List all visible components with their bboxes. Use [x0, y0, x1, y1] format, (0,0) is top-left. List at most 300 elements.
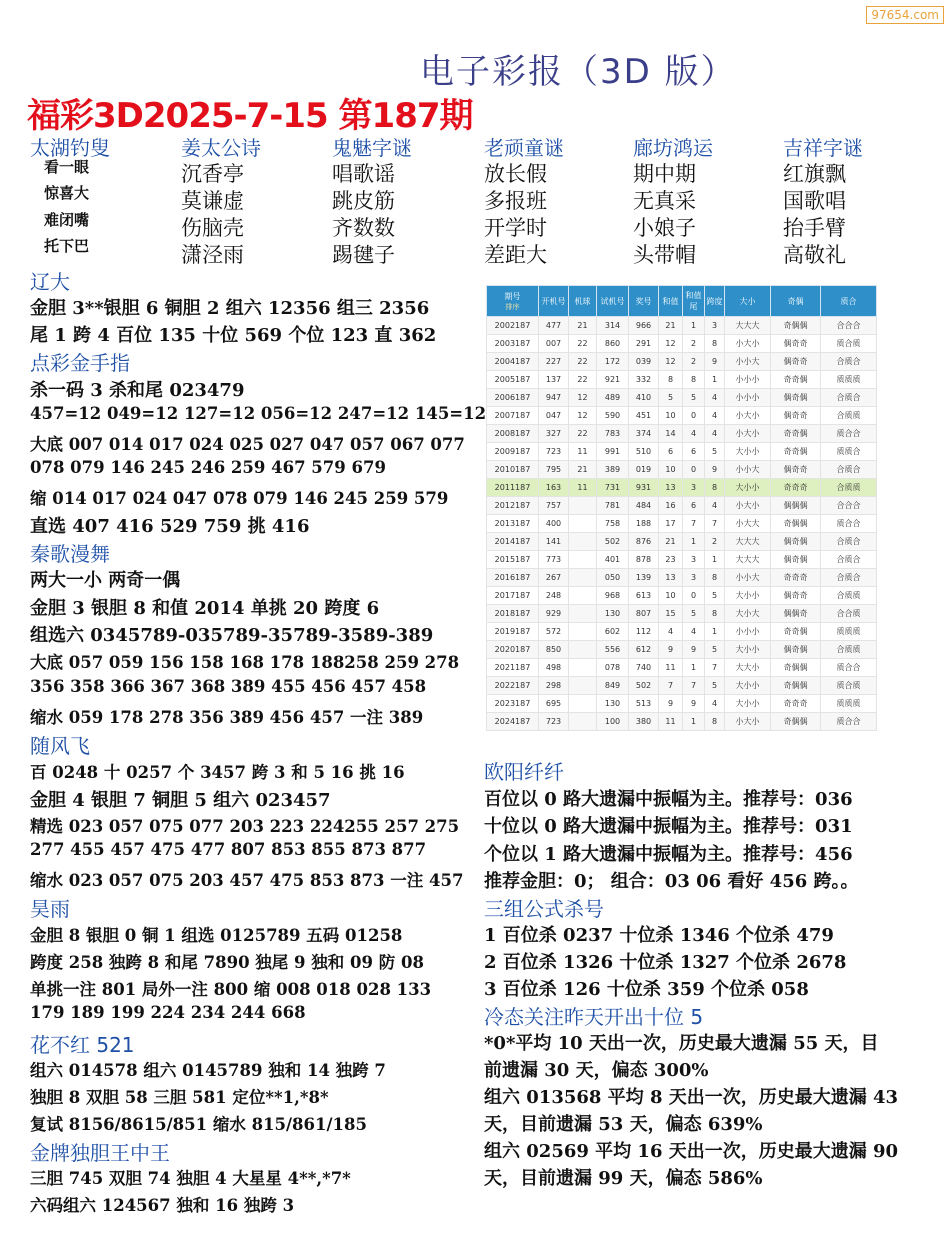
table-cell: 偶奇偶 — [771, 533, 821, 551]
table-cell: 奇奇奇 — [771, 479, 821, 497]
table-cell: 2014187 — [487, 533, 539, 551]
table-cell: 质合合 — [821, 659, 877, 677]
table-cell: 8 — [705, 479, 725, 497]
table-cell: 合合合 — [821, 497, 877, 515]
section-line: 精选 023 057 075 077 203 223 224255 257 275 — [30, 817, 460, 836]
table-cell: 112 — [629, 623, 659, 641]
table-cell: 小大小 — [725, 497, 771, 515]
table-cell: 合合合 — [821, 317, 877, 335]
table-cell: 3 — [683, 569, 705, 587]
table-cell: 9 — [683, 695, 705, 713]
section-line: 直选 407 416 529 759 挑 416 — [30, 516, 310, 537]
table-row — [487, 641, 877, 659]
table-cell: 2019187 — [487, 623, 539, 641]
table-cell: 5 — [705, 677, 725, 695]
table-cell — [569, 515, 597, 533]
table-row — [487, 425, 877, 443]
table-cell — [569, 713, 597, 731]
table-cell: 039 — [629, 353, 659, 371]
table-cell: 849 — [597, 677, 629, 695]
table-cell: 374 — [629, 425, 659, 443]
table-cell: 偶奇偶 — [771, 389, 821, 407]
section-head: 昊雨 — [30, 897, 70, 921]
table-cell: 227 — [539, 353, 569, 371]
table-cell: 质质合 — [821, 443, 877, 461]
table-cell: 小小大 — [725, 569, 771, 587]
table-cell: 1 — [705, 623, 725, 641]
table-cell: 1 — [683, 317, 705, 335]
table-cell: 572 — [539, 623, 569, 641]
table-row — [487, 479, 877, 497]
riddle-head: 吉祥字谜 — [783, 136, 863, 160]
table-cell — [569, 569, 597, 587]
section-line: 推荐金胆：0； 组合：03 06 看好 456 跨。。 — [484, 871, 859, 892]
table-cell: 9 — [705, 353, 725, 371]
table-cell: 小大小 — [725, 407, 771, 425]
table-cell: 合质质 — [821, 587, 877, 605]
section-line: 十位以 0 路大遗漏中振幅为主。推荐号：031 — [484, 816, 853, 837]
section-line: 六码组六 124567 独和 16 独跨 3 — [30, 1196, 295, 1215]
table-cell: 4 — [683, 623, 705, 641]
table-cell: 奇奇偶 — [771, 443, 821, 461]
table-header-row — [487, 286, 877, 317]
table-cell: 偶奇偶 — [771, 641, 821, 659]
table-cell: 968 — [597, 587, 629, 605]
section-line: 组选六 0345789-035789-35789-3589-389 — [30, 625, 434, 646]
section-line: 三胆 745 双胆 74 独胆 4 大星星 4**,*7* — [30, 1169, 351, 1188]
section-line: 大底 007 014 017 024 025 027 047 057 067 077 — [30, 435, 465, 454]
table-cell: 21 — [569, 317, 597, 335]
table-cell: 389 — [597, 461, 629, 479]
riddle-word: 潇泾雨 — [181, 243, 244, 267]
table-cell: 大大大 — [725, 551, 771, 569]
table-cell: 929 — [539, 605, 569, 623]
table-cell: 2 — [683, 335, 705, 353]
table-cell: 大大小 — [725, 659, 771, 677]
section-line: 复试 8156/8615/851 缩水 815/861/185 — [30, 1115, 367, 1134]
table-cell: 偶奇奇 — [771, 335, 821, 353]
table-cell: 723 — [539, 713, 569, 731]
table-cell: 163 — [539, 479, 569, 497]
section-head: 冷态关注昨天开出十位 5 — [484, 1005, 704, 1029]
section-line: 金胆 3 银胆 8 和值 2014 单挑 20 跨度 6 — [30, 598, 380, 619]
section-line: 缩水 023 057 075 203 457 475 853 873 一注 457 — [30, 871, 464, 890]
section-head: 花不红 521 — [30, 1033, 135, 1057]
section-line: 组六 014578 组六 0145789 独和 14 独跨 7 — [30, 1061, 386, 1080]
riddle-word: 头带帽 — [633, 243, 696, 267]
table-cell: 大小小 — [725, 479, 771, 497]
table-cell: 质合质 — [821, 677, 877, 695]
col-header: 机球 — [569, 286, 597, 317]
table-cell: 4 — [705, 695, 725, 713]
table-cell: 小大大 — [725, 515, 771, 533]
table-cell: 奇奇偶 — [771, 623, 821, 641]
table-cell: 8 — [683, 371, 705, 389]
table-cell — [569, 641, 597, 659]
table-cell: 314 — [597, 317, 629, 335]
table-cell: 2023187 — [487, 695, 539, 713]
section-head: 辽大 — [30, 270, 70, 294]
table-row — [487, 569, 877, 587]
section-line: 1 百位杀 0237 十位杀 1346 个位杀 479 — [484, 925, 834, 946]
table-row — [487, 533, 877, 551]
table-cell: 15 — [659, 605, 683, 623]
table-cell: 4 — [705, 497, 725, 515]
section-line: 两大一小 两奇一偶 — [30, 570, 181, 591]
table-cell: 1 — [683, 659, 705, 677]
table-cell: 12 — [659, 335, 683, 353]
table-cell — [569, 587, 597, 605]
table-cell: 130 — [597, 605, 629, 623]
table-cell — [569, 623, 597, 641]
table-cell: 4 — [705, 389, 725, 407]
section-line: 金胆 8 银胆 0 铜 1 组选 0125789 五码 01258 — [30, 926, 403, 945]
table-cell: 2009187 — [487, 443, 539, 461]
table-cell — [569, 677, 597, 695]
table-cell: 11 — [659, 713, 683, 731]
table-cell: 2002187 — [487, 317, 539, 335]
table-cell: 602 — [597, 623, 629, 641]
table-cell: 8 — [705, 713, 725, 731]
table-cell: 10 — [659, 587, 683, 605]
table-cell: 奇偶偶 — [771, 317, 821, 335]
issue-title: 福彩3D2025-7-15 第187期 — [27, 96, 473, 136]
table-cell: 740 — [629, 659, 659, 677]
table-cell: 513 — [629, 695, 659, 713]
table-cell: 10 — [659, 407, 683, 425]
table-cell: 731 — [597, 479, 629, 497]
table-cell: 139 — [629, 569, 659, 587]
table-cell: 5 — [683, 605, 705, 623]
section-head: 欧阳纤纤 — [484, 760, 564, 784]
section-head: 秦歌漫舞 — [30, 542, 110, 566]
table-cell: 850 — [539, 641, 569, 659]
table-cell: 22 — [569, 353, 597, 371]
table-cell: 质质质 — [821, 695, 877, 713]
table-cell: 合质质 — [821, 479, 877, 497]
table-cell: 2022187 — [487, 677, 539, 695]
riddle-head: 姜太公诗 — [181, 136, 261, 160]
table-cell: 807 — [629, 605, 659, 623]
section-head: 三组公式杀号 — [484, 897, 604, 921]
riddle-word: 无真采 — [633, 189, 696, 213]
table-cell: 6 — [683, 443, 705, 461]
section-line: 078 079 146 245 246 259 467 579 679 — [30, 458, 386, 477]
section-line: 金胆 4 银胆 7 铜胆 5 组六 023457 — [30, 790, 331, 811]
table-cell: 偶奇奇 — [771, 353, 821, 371]
table-cell — [569, 497, 597, 515]
table-cell: 12 — [569, 407, 597, 425]
riddle-word: 跳皮筋 — [332, 189, 395, 213]
section-line: 个位以 1 路大遗漏中振幅为主。推荐号：456 — [484, 844, 853, 865]
table-cell: 小大小 — [725, 713, 771, 731]
section-line: 金胆 3**银胆 6 铜胆 2 组六 12356 组三 2356 — [30, 298, 430, 319]
table-cell: 小大小 — [725, 335, 771, 353]
table-cell: 795 — [539, 461, 569, 479]
table-cell: 498 — [539, 659, 569, 677]
history-table — [486, 285, 877, 731]
table-cell: 2003187 — [487, 335, 539, 353]
table-cell: 773 — [539, 551, 569, 569]
table-cell: 2007187 — [487, 407, 539, 425]
table-cell: 11 — [659, 659, 683, 677]
col-header: 和值 — [659, 286, 683, 317]
section-line: 杀一码 3 杀和尾 023479 — [30, 380, 245, 401]
table-cell: 1 — [705, 371, 725, 389]
table-cell: 合质质 — [821, 641, 877, 659]
riddle-word: 差距大 — [484, 243, 547, 267]
table-cell: 758 — [597, 515, 629, 533]
table-cell: 大大大 — [725, 317, 771, 335]
table-cell: 7 — [659, 677, 683, 695]
table-cell: 合质合 — [821, 389, 877, 407]
table-cell — [569, 551, 597, 569]
table-cell: 267 — [539, 569, 569, 587]
table-cell: 小小大 — [725, 461, 771, 479]
table-cell: 质合质 — [821, 335, 877, 353]
table-cell: 质合合 — [821, 515, 877, 533]
table-cell: 327 — [539, 425, 569, 443]
table-cell: 2010187 — [487, 461, 539, 479]
riddle-word: 开学时 — [484, 216, 547, 240]
col-header: 期号 排序 — [487, 286, 539, 317]
table-cell: 21 — [659, 317, 683, 335]
table-cell: 2012187 — [487, 497, 539, 515]
table-cell: 9 — [683, 641, 705, 659]
table-cell: 613 — [629, 587, 659, 605]
table-row — [487, 659, 877, 677]
col-header: 和值尾 — [683, 286, 705, 317]
section-line: 百 0248 十 0257 个 3457 跨 3 和 5 16 挑 16 — [30, 763, 405, 782]
table-cell: 小小小 — [725, 371, 771, 389]
riddle-head: 廊坊鸿运 — [633, 136, 713, 160]
table-row — [487, 695, 877, 713]
table-cell: 7 — [683, 677, 705, 695]
table-cell: 合合质 — [821, 605, 877, 623]
table-cell: 14 — [659, 425, 683, 443]
table-cell: 556 — [597, 641, 629, 659]
riddle-word: 伤脑壳 — [181, 216, 244, 240]
riddle-word: 唱歌谣 — [332, 162, 395, 186]
table-cell: 502 — [629, 677, 659, 695]
section-line: 跨度 258 独跨 8 和尾 7890 独尾 9 独和 09 防 08 — [30, 953, 424, 972]
table-row — [487, 623, 877, 641]
table-cell: 大小小 — [725, 677, 771, 695]
table-cell: 2024187 — [487, 713, 539, 731]
table-cell: 22 — [569, 371, 597, 389]
table-cell: 质合合 — [821, 713, 877, 731]
table-cell: 6 — [683, 497, 705, 515]
table-cell: 小大小 — [725, 425, 771, 443]
table-cell: 合质合 — [821, 461, 877, 479]
table-cell: 奇奇偶 — [771, 371, 821, 389]
table-cell: 9 — [659, 641, 683, 659]
table-cell: 合质合 — [821, 533, 877, 551]
riddle-head: 鬼魅字谜 — [332, 136, 412, 160]
table-cell: 2018187 — [487, 605, 539, 623]
table-cell: 9 — [659, 695, 683, 713]
table-cell: 050 — [597, 569, 629, 587]
table-cell: 947 — [539, 389, 569, 407]
table-cell: 偶奇奇 — [771, 461, 821, 479]
table-cell: 质合合 — [821, 425, 877, 443]
table-cell: 931 — [629, 479, 659, 497]
table-cell: 13 — [659, 479, 683, 497]
table-cell: 2 — [705, 533, 725, 551]
table-cell: 4 — [659, 623, 683, 641]
section-head: 随风飞 — [30, 734, 90, 758]
table-cell: 2020187 — [487, 641, 539, 659]
riddle-word: 莫谦虚 — [181, 189, 244, 213]
table-cell: 188 — [629, 515, 659, 533]
table-cell: 1 — [705, 551, 725, 569]
table-cell: 6 — [659, 443, 683, 461]
riddle-word: 放长假 — [484, 162, 547, 186]
table-row — [487, 317, 877, 335]
table-cell: 5 — [705, 443, 725, 461]
table-cell: 大小小 — [725, 443, 771, 461]
col-header: 奖号 — [629, 286, 659, 317]
table-cell: 502 — [597, 533, 629, 551]
table-row — [487, 389, 877, 407]
table-cell: 019 — [629, 461, 659, 479]
table-cell: 偶奇偶 — [771, 551, 821, 569]
section-head: 点彩金手指 — [30, 351, 130, 375]
table-cell: 7 — [705, 659, 725, 677]
table-cell: 3 — [683, 551, 705, 569]
riddle-word: 难闭嘴 — [44, 211, 90, 229]
table-cell: 11 — [569, 479, 597, 497]
riddle-word: 抬手臂 — [783, 216, 846, 240]
table-cell: 小小大 — [725, 353, 771, 371]
riddle-word: 国歌唱 — [783, 189, 846, 213]
table-cell: 172 — [597, 353, 629, 371]
table-cell: 奇偶偶 — [771, 515, 821, 533]
table-cell: 2016187 — [487, 569, 539, 587]
table-cell: 12 — [659, 353, 683, 371]
table-cell: 大小小 — [725, 587, 771, 605]
table-cell: 590 — [597, 407, 629, 425]
table-cell: 757 — [539, 497, 569, 515]
table-cell: 2008187 — [487, 425, 539, 443]
table-row — [487, 497, 877, 515]
table-cell: 401 — [597, 551, 629, 569]
col-header: 跨度 — [705, 286, 725, 317]
section-line: 缩 014 017 024 047 078 079 146 245 259 579 — [30, 489, 449, 508]
section-line: 天，目前遗漏 99 天，偏态 586% — [484, 1168, 763, 1189]
table-row — [487, 605, 877, 623]
table-row — [487, 713, 877, 731]
riddle-word: 沉香亭 — [181, 162, 244, 186]
table-cell: 783 — [597, 425, 629, 443]
table-cell: 612 — [629, 641, 659, 659]
table-cell: 723 — [539, 443, 569, 461]
table-cell: 8 — [705, 569, 725, 587]
table-cell: 奇偶偶 — [771, 713, 821, 731]
table-row — [487, 335, 877, 353]
riddle-head: 太湖钓叟 — [30, 136, 110, 160]
riddle-word: 齐数数 — [332, 216, 395, 240]
table-row — [487, 371, 877, 389]
table-cell: 小小小 — [725, 623, 771, 641]
section-line: 457=12 049=12 127=12 056=12 247=12 145=12 — [30, 404, 487, 423]
section-line: 356 358 366 367 368 389 455 456 457 458 — [30, 677, 427, 696]
table-row — [487, 677, 877, 695]
section-line: 179 189 199 224 234 244 668 — [30, 1003, 306, 1022]
table-cell: 4 — [683, 425, 705, 443]
section-line: 单挑一注 801 局外一注 800 缩 008 018 028 133 — [30, 980, 432, 999]
table-cell: 047 — [539, 407, 569, 425]
table-cell — [569, 605, 597, 623]
table-cell: 5 — [705, 587, 725, 605]
table-cell: 5 — [705, 641, 725, 659]
table-cell: 11 — [569, 443, 597, 461]
table-cell: 大小小 — [725, 641, 771, 659]
site-watermark: 97654.com — [866, 6, 944, 24]
table-cell: 8 — [705, 605, 725, 623]
table-cell: 876 — [629, 533, 659, 551]
table-cell: 921 — [597, 371, 629, 389]
table-cell: 1 — [683, 713, 705, 731]
table-cell: 400 — [539, 515, 569, 533]
table-cell: 2004187 — [487, 353, 539, 371]
table-cell: 7 — [705, 515, 725, 533]
riddle-word: 多报班 — [484, 189, 547, 213]
table-cell: 2013187 — [487, 515, 539, 533]
table-cell: 大小小 — [725, 695, 771, 713]
table-cell: 偶偶奇 — [771, 605, 821, 623]
riddle-word: 惊喜大 — [44, 184, 90, 202]
section-line: 前遗漏 30 天，偏态 300% — [484, 1060, 709, 1081]
table-row — [487, 551, 877, 569]
table-body — [487, 317, 877, 731]
table-cell: 8 — [659, 371, 683, 389]
table-cell: 21 — [659, 533, 683, 551]
table-cell: 332 — [629, 371, 659, 389]
section-line: 组六 02569 平均 16 天出一次，历史最大遗漏 90 — [484, 1141, 899, 1162]
section-line: 大底 057 059 156 158 168 178 188258 259 278 — [30, 653, 460, 672]
table-cell: 奇偶偶 — [771, 659, 821, 677]
table-cell: 合质合 — [821, 551, 877, 569]
riddle-word: 高敬礼 — [783, 243, 846, 267]
section-line: 百位以 0 路大遗漏中振幅为主。推荐号：036 — [484, 789, 853, 810]
section-line: 2 百位杀 1326 十位杀 1327 个位杀 2678 — [484, 952, 847, 973]
table-cell: 2017187 — [487, 587, 539, 605]
table-cell: 奇偶偶 — [771, 677, 821, 695]
table-cell: 966 — [629, 317, 659, 335]
table-cell: 小小小 — [725, 389, 771, 407]
section-line: 独胆 8 双胆 58 三胆 581 定位**1,*8* — [30, 1088, 329, 1107]
table-cell: 991 — [597, 443, 629, 461]
table-cell: 298 — [539, 677, 569, 695]
table-cell: 078 — [597, 659, 629, 677]
table-cell: 7 — [683, 515, 705, 533]
table-cell: 偶偶偶 — [771, 497, 821, 515]
table-row — [487, 587, 877, 605]
section-line: 3 百位杀 126 十位杀 359 个位杀 058 — [484, 979, 809, 1000]
table-cell: 291 — [629, 335, 659, 353]
table-cell: 2 — [683, 353, 705, 371]
table-row — [487, 443, 877, 461]
table-cell: 21 — [569, 461, 597, 479]
riddle-word: 踢毽子 — [332, 243, 395, 267]
table-cell: 2005187 — [487, 371, 539, 389]
table-cell: 合质质 — [821, 407, 877, 425]
table-cell — [569, 533, 597, 551]
table-row — [487, 461, 877, 479]
table-cell: 22 — [569, 335, 597, 353]
table-cell: 17 — [659, 515, 683, 533]
